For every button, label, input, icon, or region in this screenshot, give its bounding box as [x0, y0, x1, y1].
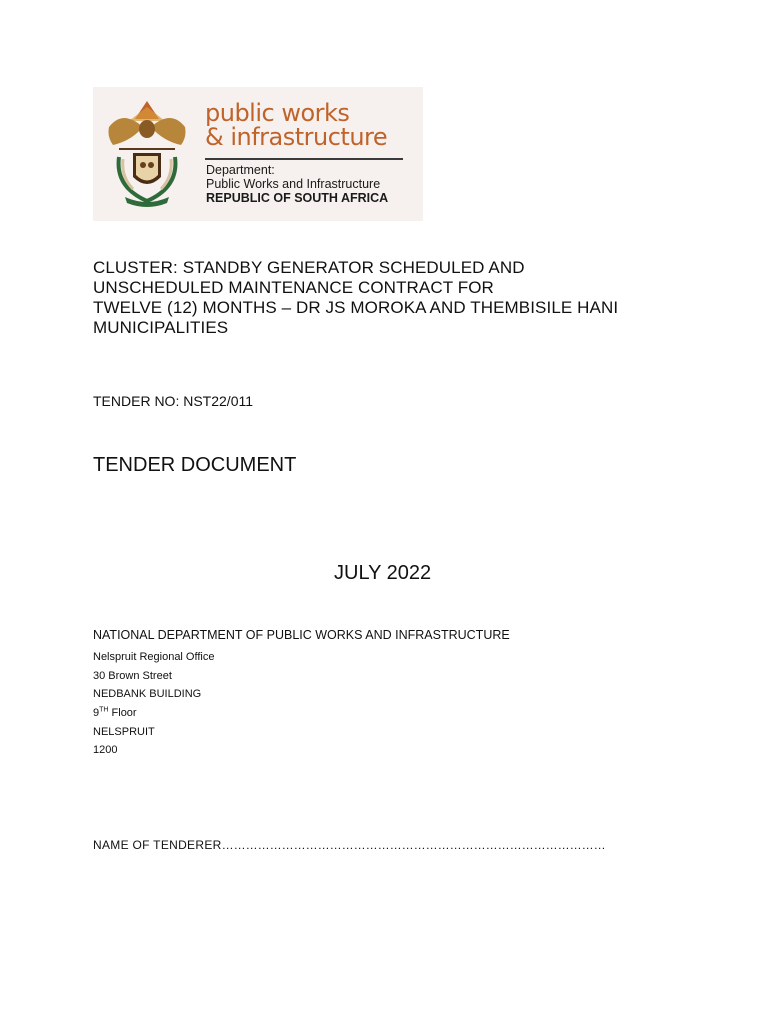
- coat-of-arms-icon: [105, 97, 189, 209]
- address-postcode: 1200: [93, 744, 118, 757]
- floor-number: 9: [93, 707, 100, 720]
- logo-wordmark: [205, 101, 387, 149]
- tender-number: TENDER NO: NST22/011: [93, 393, 254, 409]
- logo-wordmark-line-1: public works: [205, 99, 350, 127]
- floor-word: Floor: [108, 707, 137, 720]
- address-building: NEDBANK BUILDING: [93, 688, 202, 701]
- contract-title: [93, 258, 618, 338]
- logo-department-label: Department:: [206, 163, 275, 177]
- document-type-heading: TENDER DOCUMENT: [93, 454, 297, 476]
- address-floor: [93, 704, 510, 723]
- logo-department-name: Public Works and Infrastructure: [206, 177, 381, 191]
- logo-wordmark-line-2: & infrastructure: [205, 123, 388, 151]
- logo-country: REPUBLIC OF SOUTH AFRICA: [206, 191, 389, 205]
- contract-title-line: TWELVE (12) MONTHS – DR JS MOROKA AND THEMBISILE HANI: [93, 298, 619, 317]
- floor-suffix: TH: [99, 706, 109, 714]
- contract-title-line: MUNICIPALITIES: [93, 318, 229, 337]
- contract-title-line: CLUSTER: STANDBY GENERATOR SCHEDULED AND: [93, 258, 525, 277]
- contract-title-line: UNSCHEDULED MAINTENANCE CONTRACT FOR: [93, 278, 494, 297]
- tenderer-label: NAME OF TENDERER: [93, 838, 222, 852]
- department-logo: [93, 87, 423, 221]
- document-date: JULY 2022: [334, 562, 432, 584]
- address-block: [93, 628, 510, 760]
- address-organisation: NATIONAL DEPARTMENT OF PUBLIC WORKS AND INFRASTRUCTURE: [93, 628, 510, 642]
- address-city: NELSPRUIT: [93, 725, 155, 738]
- tenderer-name-field[interactable]: [93, 838, 606, 852]
- address-street: 30 Brown Street: [93, 669, 172, 682]
- tenderer-dotted-line[interactable]: ……………………………………………………………………………………: [221, 838, 606, 852]
- address-office: Nelspruit Regional Office: [93, 651, 215, 663]
- logo-divider: [205, 158, 403, 160]
- logo-subtitle: [206, 163, 388, 205]
